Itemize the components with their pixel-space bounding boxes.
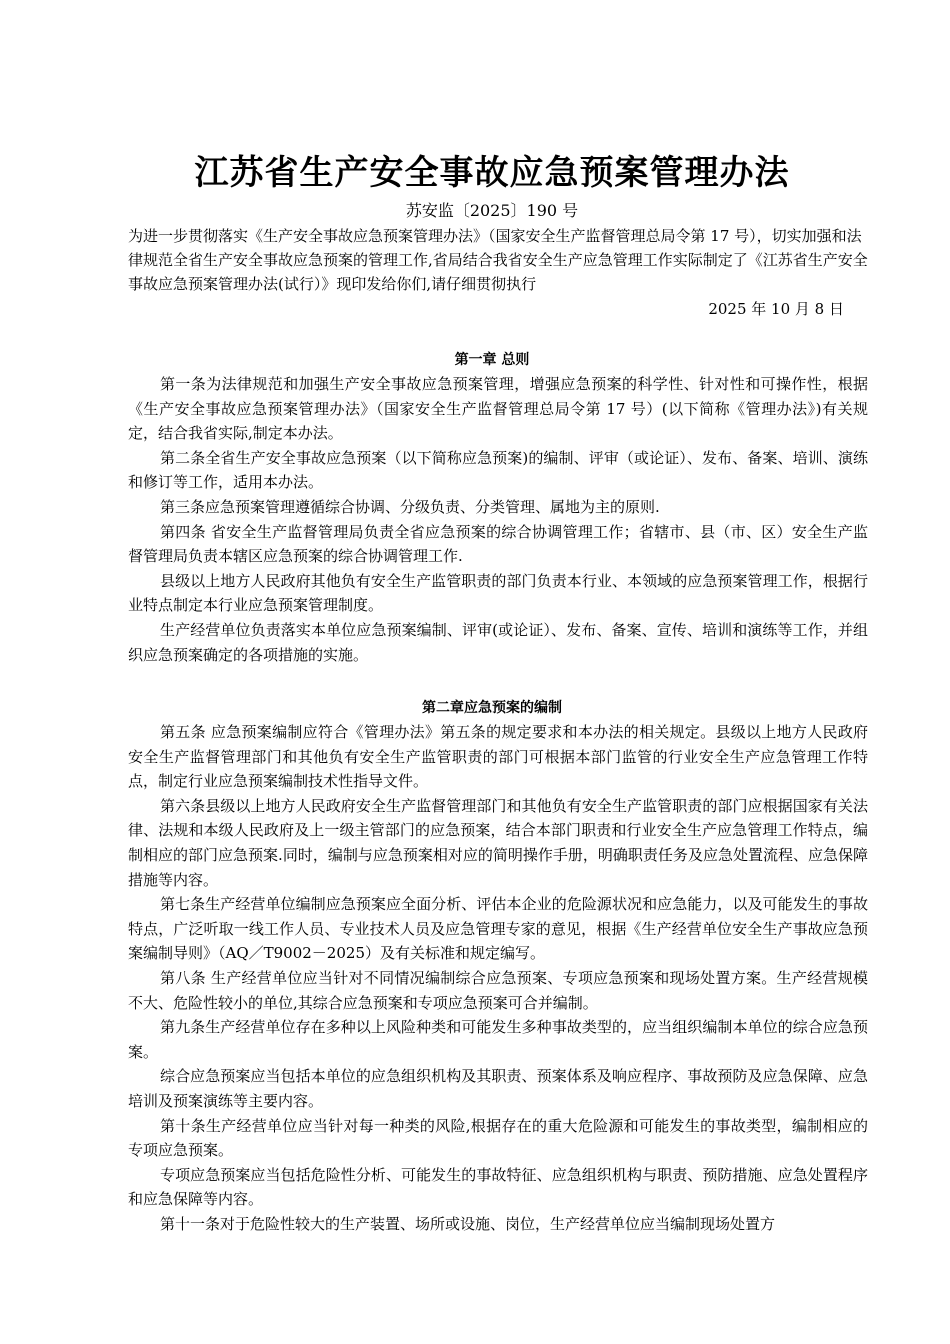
issue-date: 2025 年 10 月 8 日 [708, 300, 844, 318]
paragraph: 第四条 省安全生产监督管理局负责全省应急预案的综合协调管理工作；省辖市、县（市、区）安全生产监督管理局负责本辖区应急预案的综合协调管理工作. [128, 522, 868, 566]
intro-text: 为进一步贯彻落实《生产安全事故应急预案管理办法》（国家安全生产监督管理总局令第 17 号），切实加强和法律规范全省生产安全事故应急预案的管理工作,省局结合我省安全生产应急管理工作实际制定了《江苏省生产安全事故应急预案管理办法(试行）》现印发给你们,请仔细贯彻执行 [128, 227, 868, 293]
paragraph: 第一条为法律规范和加强生产安全事故应急预案管理，增强应急预案的科学性、针对性和可操作性，根据《生产安全事故应急预案管理办法》（国家安全生产监督管理总局令第 17 号）(以下简称《管理办法》)有关规定，结合我省实际,制定本办法。 [128, 375, 868, 443]
intro-paragraph [128, 224, 868, 296]
document-number: 苏安监〔2025〕190 号 [405, 201, 579, 220]
paragraph: 综合应急预案应当包括本单位的应急组织机构及其职责、预案体系及响应程序、事故预防及应急保障、应急培训及预案演练等主要内容。 [128, 1067, 868, 1110]
paragraph: 第六条县级以上地方人民政府安全生产监督管理部门和其他负有安全生产监管职责的部门应根据国家有关法律、法规和本级人民政府及上一级主管部门的应急预案，结合本部门职责和行业安全生产应急管理工作特点，编制相应的部门应急预案.同时，编制与应急预案相对应的简明操作手册，明确职责任务及应急处置流程、应急保障措施等内容。 [128, 796, 868, 889]
paragraph: 专项应急预案应当包括危险性分析、可能发生的事故特征、应急组织机构与职责、预防措施、应急处置程序和应急保障等内容。 [128, 1165, 868, 1209]
paragraph: 第七条生产经营单位编制应急预案应全面分析、评估本企业的危险源状况和应急能力，以及可能发生的事故特点，广泛听取一线工作人员、专业技术人员及应急管理专家的意见，根据《生产经营单位安全生产事故应急预案编制导则》（AQ／T9002－2025）及有关标准和规定编写。 [128, 895, 868, 963]
paragraph: 第十一条对于危险性较大的生产装置、场所或设施、岗位，生产经营单位应当编制现场处置方 [160, 1214, 776, 1233]
paragraph: 第九条生产经营单位存在多种以上风险种类和可能发生多种事故类型的，应当组织编制本单位的综合应急预案。 [128, 1018, 868, 1061]
chapter-2-heading: 第二章应急预案的编制 [422, 700, 562, 716]
chapter-1-body [128, 372, 868, 667]
document-title: 江苏省生产安全事故应急预案管理办法 [194, 153, 790, 193]
paragraph: 县级以上地方人民政府其他负有安全生产监管职责的部门负责本行业、本领域的应急预案管理工作，根据行业特点制定本行业应急预案管理制度。 [128, 571, 868, 615]
paragraph: 第八条 生产经营单位应当针对不同情况编制综合应急预案、专项应急预案和现场处置方案。生产经营规模不大、危险性较小的单位,其综合应急预案和专项应急预案可合并编制。 [128, 968, 868, 1012]
paragraph: 生产经营单位负责落实本单位应急预案编制、评审(或论证）、发布、备案、宣传、培训和演练等工作，并组织应急预案确定的各项措施的实施。 [128, 620, 868, 664]
paragraph: 第三条应急预案管理遵循综合协调、分级负责、分类管理、属地为主的原则. [160, 497, 660, 516]
paragraph: 第十条生产经营单位应当针对每一种类的风险,根据存在的重大危险源和可能发生的事故类型，编制相应的专项应急预案。 [128, 1116, 868, 1160]
paragraph: 第五条 应急预案编制应符合《管理办法》第五条的规定要求和本办法的相关规定。县级以上地方人民政府安全生产监督管理部门和其他负有安全生产监管职责的部门可根据本部门监管的行业安全生产应急管理工作特点，制定行业应急预案编制技术性指导文件。 [128, 723, 868, 791]
chapter-2-body [128, 720, 868, 1236]
chapter-1-heading: 第一章 总则 [454, 352, 530, 368]
paragraph: 第二条全省生产安全事故应急预案（以下简称应急预案)的编制、评审（或论证）、发布、备案、培训、演练和修订等工作，适用本办法。 [128, 448, 868, 492]
